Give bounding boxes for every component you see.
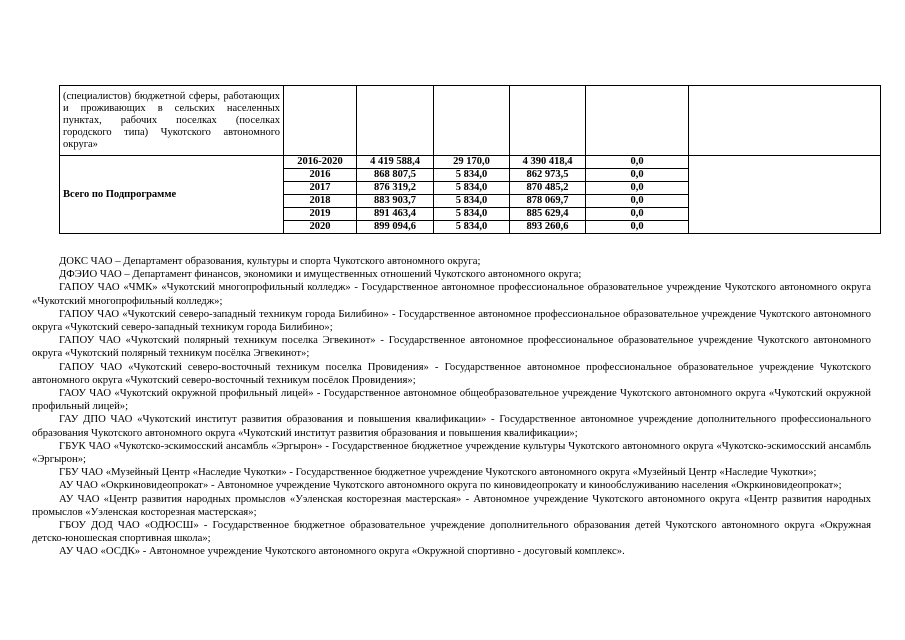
period-cell: 2020 (284, 221, 357, 234)
table-row-total (60, 156, 881, 169)
abbreviation-note: ГАПОУ ЧАО «Чукотский северо-западный техникум города Билибино» - Государственное автономное профессиональное образовательное учреждение Чукотского автономного округа «Чукотский северо-западный техникум города Билибино»; (32, 307, 871, 334)
empty-cell (586, 86, 689, 156)
table-row-continuation (60, 86, 881, 156)
value-cell: 885 629,4 (510, 208, 586, 221)
value-cell: 29 170,0 (434, 156, 510, 169)
total-cell: 868 807,5 (357, 169, 434, 182)
abbreviation-note: АУ ЧАО «Окркиновидеопрокат» - Автономное учреждение Чукотского автономного округа по киновидеопрокату и кинообслуживанию населения «Окркиновидеопрокат»; (59, 479, 842, 492)
abbreviation-note: ГБОУ ДОД ЧАО «ОДЮСШ» - Государственное бюджетное образовательное учреждение дополнительного образования детей Чукотского автономного округа «Окружная детско-юношеская спортивная школа»; (32, 519, 871, 545)
abbreviation-note: ГАОУ ЧАО «Чукотский окружной профильный лицей» - Государственное автономное общеобразовательное учреждение Чукотского автономного округа «Чукотский окружной профильный лицей»; (32, 387, 871, 413)
value-cell: 5 834,0 (434, 169, 510, 182)
value-cell: 5 834,0 (434, 221, 510, 234)
value-cell: 878 069,7 (510, 195, 586, 208)
value-cell: 862 973,5 (510, 169, 586, 182)
value-cell: 5 834,0 (434, 195, 510, 208)
abbreviation-note: АУ ЧАО «ОСДК» - Автономное учреждение Чукотского автономного округа «Окружной спортивно - досуговый комплекс». (59, 545, 625, 558)
period-cell: 2019 (284, 208, 357, 221)
abbreviation-note: ДФЭИО ЧАО – Департамент финансов, экономики и имущественных отношений Чукотского автономного округа; (59, 268, 582, 281)
value-cell: 0,0 (586, 221, 689, 234)
description-cell: (специалистов) бюджетной сферы, работающих и проживающих в сельских населенных пунктах, рабочих поселках (поселках городского типа) Чукотского автономного округа» (60, 86, 284, 156)
total-cell: 876 319,2 (357, 182, 434, 195)
period-cell: 2018 (284, 195, 357, 208)
budget-table (59, 85, 881, 234)
abbreviation-note: ГБУ ЧАО «Музейный Центр «Наследие Чукотки» - Государственное бюджетное учреждение Чукотского автономного округа «Музейный Центр «Наследие Чукотки»; (59, 466, 817, 479)
value-cell: 0,0 (586, 169, 689, 182)
value-cell: 870 485,2 (510, 182, 586, 195)
abbreviation-note: АУ ЧАО «Центр развития народных промыслов «Уэленская косторезная мастерская» - Автономное учреждение Чукотского автономного округа «Центр развития народных промыслов «Уэленская косторезная мастерская»; (32, 492, 871, 518)
value-cell: 5 834,0 (434, 182, 510, 195)
empty-cell (689, 86, 881, 156)
abbreviation-note: ГБУК ЧАО «Чукотско-эскимосский ансамбль «Эргырон» - Государственное бюджетное учреждение культуры Чукотского автономного округа «Чукотско-эскимосский ансамбль «Эргырон»; (32, 439, 871, 466)
total-cell: 899 094,6 (357, 221, 434, 234)
abbreviations-list (32, 255, 871, 559)
period-cell: 2016-2020 (284, 156, 357, 169)
abbreviation-note: ДОКС ЧАО – Департамент образования, культуры и спорта Чукотского автономного округа; (59, 255, 481, 267)
empty-cell (284, 86, 357, 156)
abbreviation-note: ГАПОУ ЧАО «Чукотский северо-восточный техникум поселка Провидения» - Государственное автономное профессиональное образовательное учреждение Чукотского автономного округа «Чукотский северо-восточный техникум посёлок Провидения»; (32, 360, 871, 386)
period-cell: 2017 (284, 182, 357, 195)
value-cell: 0,0 (586, 195, 689, 208)
value-cell: 4 390 418,4 (510, 156, 586, 169)
value-cell: 5 834,0 (434, 208, 510, 221)
abbreviation-note: ГАПОУ ЧАО «Чукотский полярный техникум поселка Эгвекинот» - Государственное автономное профессиональное образовательное учреждение Чукотского автономного округа «Чукотский полярный техникум посёлка Эгвекинот»; (32, 334, 871, 360)
value-cell: 0,0 (586, 156, 689, 169)
abbreviation-note: ГАУ ДПО ЧАО «Чукотский институт развития образования и повышения квалификации» - Государственное автономное учреждение дополнительного профессионального образования Чукотского автономного округа «Чукотский институт развития образования и повышения квалификации»; (32, 413, 871, 439)
total-cell: 891 463,4 (357, 208, 434, 221)
total-label: Всего по Подпрограмме (60, 156, 284, 234)
empty-cell (689, 156, 881, 234)
value-cell: 0,0 (586, 208, 689, 221)
value-cell: 0,0 (586, 182, 689, 195)
value-cell: 893 260,6 (510, 221, 586, 234)
period-cell: 2016 (284, 169, 357, 182)
empty-cell (357, 86, 434, 156)
total-cell: 883 903,7 (357, 195, 434, 208)
abbreviation-note: ГАПОУ ЧАО «ЧМК» «Чукотский многопрофильный колледж» - Государственное автономное профессиональное образовательное учреждение Чукотского автономного округа «Чукотский многопрофильный колледж»; (32, 281, 871, 307)
empty-cell (434, 86, 510, 156)
total-cell: 4 419 588,4 (357, 156, 434, 169)
empty-cell (510, 86, 586, 156)
